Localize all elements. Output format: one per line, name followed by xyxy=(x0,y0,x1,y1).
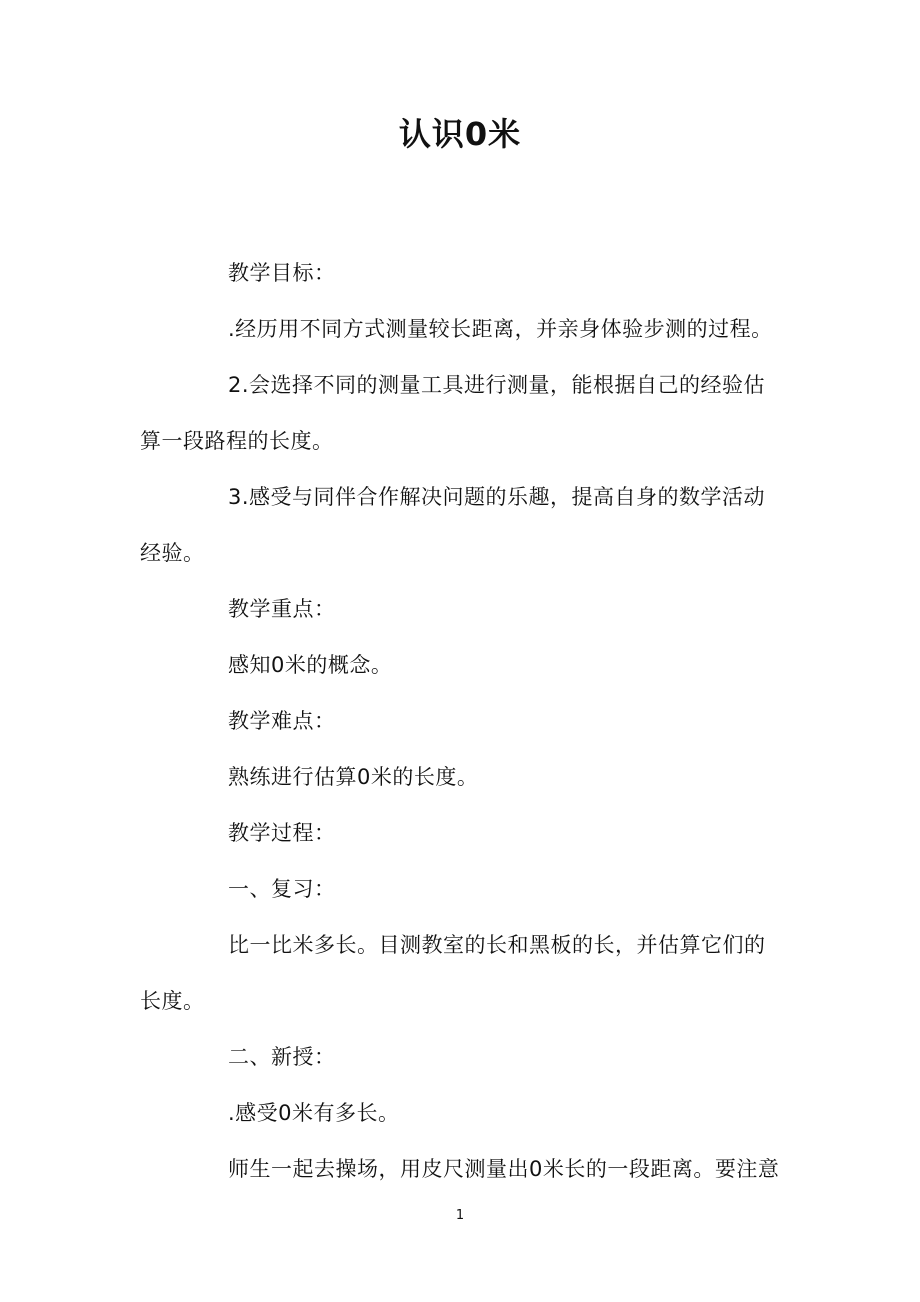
paragraph-key-point-heading: 教学重点： xyxy=(228,597,336,621)
paragraph-review-heading: 一、复习： xyxy=(228,877,336,901)
paragraph-process-heading: 教学过程： xyxy=(228,821,336,845)
paragraph-new-lesson-1: .感受0米有多长。 xyxy=(228,1101,400,1125)
paragraph-goal-1: .经历用不同方式测量较长距离，并亲身体验步测的过程。 xyxy=(228,317,773,341)
document-body xyxy=(140,245,785,1197)
paragraph-difficulty-heading: 教学难点： xyxy=(228,709,336,733)
paragraph-teaching-goals-heading: 教学目标： xyxy=(228,261,336,285)
paragraph-new-lesson-2: 师生一起去操场，用皮尺测量出0米长的一段距离。要注意 xyxy=(228,1157,780,1181)
paragraph-difficulty: 熟练进行估算0米的长度。 xyxy=(228,765,479,789)
paragraph-goal-2: 2.会选择不同的测量工具进行测量，能根据自己的经验估算一段路程的长度。 xyxy=(140,373,766,453)
paragraph-review: 比一比米多长。目测教室的长和黑板的长，并估算它们的长度。 xyxy=(140,933,766,1013)
paragraph-key-point: 感知0米的概念。 xyxy=(228,653,393,677)
page-number: 1 xyxy=(455,1208,465,1223)
paragraph-goal-3: 3.感受与同伴合作解决问题的乐趣，提高自身的数学活动经验。 xyxy=(140,485,766,565)
paragraph-new-lesson-heading: 二、新授： xyxy=(228,1045,336,1069)
document-title: 认识0米 xyxy=(398,115,522,153)
